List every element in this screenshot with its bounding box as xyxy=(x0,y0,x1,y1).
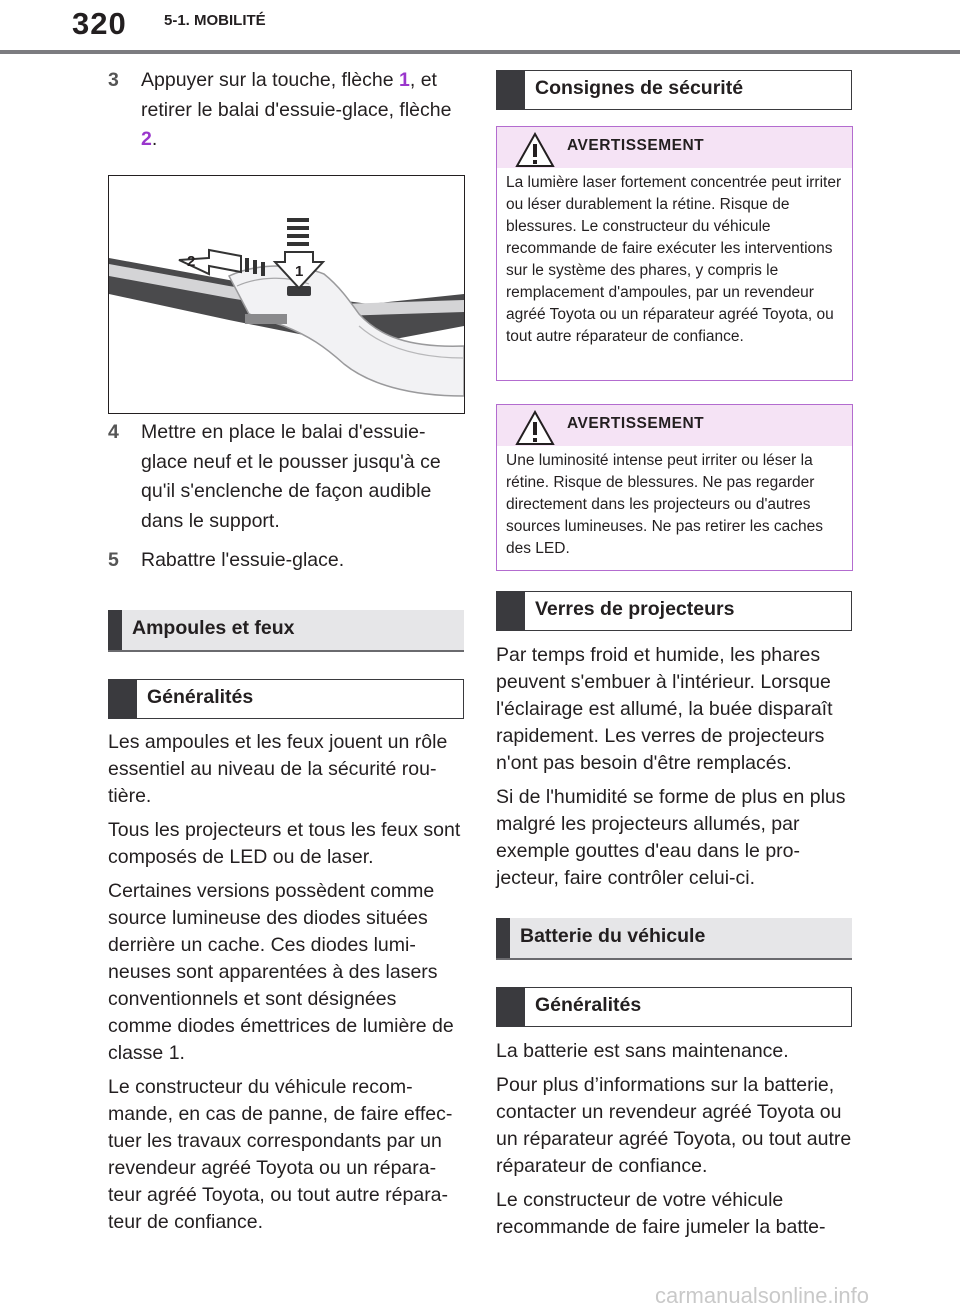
warning-triangle-icon xyxy=(515,132,555,168)
arrow-2-ref: 2 xyxy=(141,128,152,150)
arrow-1-ref: 1 xyxy=(399,69,410,91)
heading-label: Consignes de sécurité xyxy=(535,77,744,99)
lighting-text xyxy=(108,729,464,1236)
heading-batterie xyxy=(496,918,852,960)
paragraph: Certaines versions possèdent comme source lumineuse des diodes situées derrière un cache. Ces diodes lumi-neuses sont apparentées à des lasers conventionnels et sont désignées comme diodes émettrices de lumière de classe 1. xyxy=(108,880,454,1064)
paragraph: Le constructeur du véhicule recom-mande, en cas de panne, de faire effec-tuer les travaux correspondants par un revendeur agréé Toyota ou un répara-teur agréé Toyota, ou tout autre répara-teur de confiance. xyxy=(108,1076,453,1233)
wiper-blade-figure xyxy=(108,175,465,414)
step-text: Mettre en place le balai d'essuie-glace neuf et le pousser jusqu'à ce qu'il s'enclenche de façon audible dans le support. xyxy=(141,421,441,532)
paragraph: Tous les projecteurs et tous les feux sont composés de LED ou de laser. xyxy=(108,819,461,868)
warning-triangle-icon xyxy=(515,410,555,446)
heading-consignes-securite xyxy=(496,70,852,110)
step-number: 5 xyxy=(108,549,119,571)
subheading-generalites-batterie xyxy=(496,987,852,1027)
step-number: 4 xyxy=(108,421,119,443)
wiper-blade-illustration xyxy=(109,176,464,413)
header-divider xyxy=(0,50,960,54)
lenses-text xyxy=(496,642,854,892)
warning-text: La lumière laser fortement concentrée peut irriter ou léser durablement la rétine. Risque de blessures. Le constructeur du véhicule recommande de faire exécuter les interventions sur le système des phares, y compris le remplacement d'ampoules, par un revendeur agréé Toyota ou un réparateur agréé Toyota, ou tout autre réparateur de confiance. xyxy=(506,174,842,345)
arrow-1-label: 1 xyxy=(295,263,304,280)
subheading-generalites xyxy=(108,679,464,719)
paragraph: Les ampoules et les feux jouent un rôle essentiel au niveau de la sécurité rou-tière. xyxy=(108,731,448,807)
paragraph: Si de l'humidité se forme de plus en plus malgré les projecteurs allumés, par exemple gouttes d'eau dans le pro-jecteur, faire contrôler celui-ci. xyxy=(496,786,846,889)
page-number: 320 xyxy=(72,6,127,41)
warning-box-laser xyxy=(496,126,853,381)
heading-verres-projecteurs xyxy=(496,591,852,631)
arrow-2-label: 2 xyxy=(187,253,196,270)
step-text: Rabattre l'essuie-glace. xyxy=(141,549,345,571)
heading-label: Ampoules et feux xyxy=(132,617,295,639)
warning-title: AVERTISSEMENT xyxy=(567,137,705,154)
subheading-label: Généralités xyxy=(535,994,642,1016)
subheading-label: Généralités xyxy=(147,686,254,708)
warning-text: Une luminosité intense peut irriter ou léser la rétine. Risque de blessures. Ne pas regarder directement dans les projecteurs ou d'autres sources lumineuses. Ne pas retirer les caches des LED. xyxy=(506,452,824,557)
heading-label: Batterie du véhicule xyxy=(520,925,706,947)
step-text: Appuyer sur la touche, flèche 1, et retirer le balai d'essuie-glace, flèche 2. xyxy=(141,69,452,150)
paragraph: Par temps froid et humide, les phares peuvent s'embuer à l'intérieur. Lorsque l'éclairage est allumé, la buée disparaît rapidement. Les verres de projecteurs n'ont pas besoin d'être remplacés. xyxy=(496,644,833,774)
paragraph: Pour plus d’informations sur la batterie, contacter un revendeur agréé Toyota ou un réparateur agréé Toyota, ou tout autre réparateur de confiance. xyxy=(496,1074,852,1177)
heading-ampoules-feux xyxy=(108,610,464,652)
watermark: carmanualsonline.info xyxy=(655,1283,870,1308)
paragraph: La batterie est sans maintenance. xyxy=(496,1040,789,1062)
warning-box-luminosity xyxy=(496,404,853,571)
step-number: 3 xyxy=(108,69,119,91)
battery-text xyxy=(496,1038,854,1241)
section-title: 5-1. MOBILITÉ xyxy=(164,12,266,29)
heading-label: Verres de projecteurs xyxy=(535,598,735,620)
paragraph: Le constructeur de votre véhicule recommande de faire jumeler la batte- xyxy=(496,1189,826,1238)
warning-title: AVERTISSEMENT xyxy=(567,415,705,432)
